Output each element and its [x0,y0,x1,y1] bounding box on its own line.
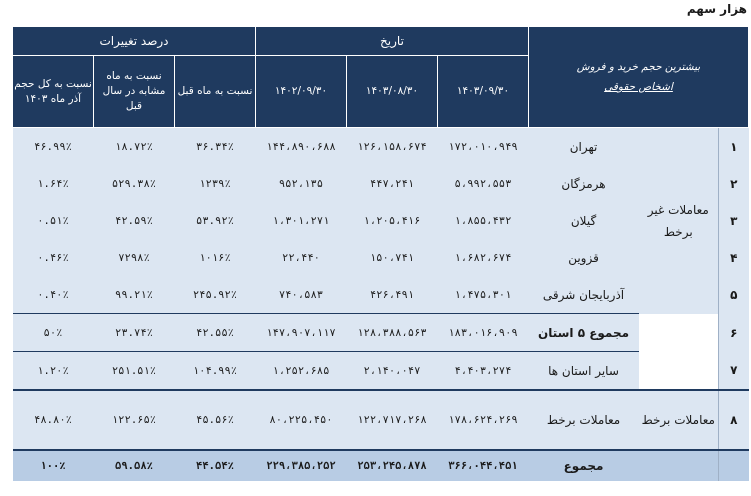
region-name: معاملات برخط [529,390,639,450]
row-index: ۵ [719,276,749,314]
change-cell: ۴۸.۸۰٪ [13,390,94,450]
change-cell: ۵۲۹.۳۸٪ [94,165,175,202]
value-cell: ۷۴۰،۵۸۳ [256,276,347,314]
change-cell: ۲۳.۷۴٪ [94,314,175,352]
total-value-cell: ۳۶۶،۰۴۴،۴۵۱ [438,450,529,481]
value-cell: ۴۲۶،۴۹۱ [347,276,438,314]
row-index: ۲ [719,165,749,202]
total-value-cell: ۲۵۳،۲۴۵،۸۷۸ [347,450,438,481]
row-index: ۴ [719,239,749,276]
value-cell: ۱۴۴،۸۹۰،۶۸۸ [256,128,347,166]
change-cell: ۱.۲۰٪ [13,352,94,391]
value-cell: ۱۲۲،۷۱۷،۲۶۸ [347,390,438,450]
date-header-1: ۱۴۰۳/۰۹/۳۰ [438,56,529,128]
date-group-header: تاریخ [256,27,529,56]
value-cell: ۴،۴۰۳،۲۷۴ [438,352,529,391]
date-header-3: ۱۴۰۲/۰۹/۳۰ [256,56,347,128]
change-cell: ۳۶.۳۴٪ [175,128,256,166]
region-name: سایر استان ها [529,352,639,391]
change-cell: ۵۰٪ [13,314,94,352]
value-cell: ۹۵۲،۱۳۵ [256,165,347,202]
change-cell: ۰.۴۶٪ [13,239,94,276]
table-row [13,202,749,239]
total-value-cell: ۲۲۹،۳۸۵،۲۵۲ [256,450,347,481]
value-cell: ۱،۲۰۵،۴۱۶ [347,202,438,239]
value-cell: ۱۲۶،۱۵۸،۶۷۴ [347,128,438,166]
region-name: هرمزگان [529,165,639,202]
total-change-cell: ۵۹.۵۸٪ [94,450,175,481]
change-cell: ۴۲.۵۹٪ [94,202,175,239]
row-index: ۱ [719,128,749,166]
change-cell: ۴۵.۵۶٪ [175,390,256,450]
value-cell: ۱۴۷،۹۰۷،۱۱۷ [256,314,347,352]
change-cell: ۲۴۵.۹۲٪ [175,276,256,314]
change-cell: ۰.۴۰٪ [13,276,94,314]
value-cell: ۱۷۲،۰۱۰،۹۴۹ [438,128,529,166]
table-title: بیشترین حجم خرید و فروش [576,61,701,73]
total-index-cell [719,450,749,481]
change-cell: ۱۰۱۶٪ [175,239,256,276]
change-header-year: نسبت به ماه مشابه در سال قبل [94,56,175,128]
row-index: ۷ [719,352,749,391]
value-cell: ۱۸۳،۰۱۶،۹۰۹ [438,314,529,352]
change-cell: ۲۵۱.۵۱٪ [94,352,175,391]
row-index: ۳ [719,202,749,239]
table-row [13,390,749,450]
table-subtitle: اشخاص حقوقی [604,81,673,93]
table-row-subtotal [13,314,749,352]
change-cell: ۱۲۲.۶۵٪ [94,390,175,450]
row-index: ۸ [719,390,749,450]
change-cell: ۵۳.۹۲٪ [175,202,256,239]
change-cell: ۱۲۳۹٪ [175,165,256,202]
empty-group-cell [639,352,719,391]
change-cell: ۱.۶۴٪ [13,165,94,202]
change-header-share: نسبت به کل حجم آذر ماه ۱۴۰۳ [13,56,94,128]
region-name: تهران [529,128,639,166]
value-cell: ۱،۲۵۲،۶۸۵ [256,352,347,391]
value-cell: ۱،۸۵۵،۴۳۲ [438,202,529,239]
value-cell: ۱۷۸،۶۲۴،۲۶۹ [438,390,529,450]
change-group-header: درصد تغییرات [13,27,256,56]
value-cell: ۱،۶۸۲،۶۷۴ [438,239,529,276]
change-header-month: نسبت به ماه قبل [175,56,256,128]
table-row [13,352,749,391]
value-cell: ۱۵۰،۷۴۱ [347,239,438,276]
table-row [13,276,749,314]
group-non-online: معاملات غیر برخط [639,128,719,314]
table-row [13,165,749,202]
region-name: مجموع ۵ استان [529,314,639,352]
value-cell: ۵،۹۹۲،۵۵۳ [438,165,529,202]
total-group-cell [639,450,719,481]
total-label: مجموع [529,450,639,481]
region-name: آذربایجان شرقی [529,276,639,314]
group-online: معاملات برخط [639,390,719,450]
change-cell: ۴۲.۵۵٪ [175,314,256,352]
change-cell: ۴۶.۹۹٪ [13,128,94,166]
region-name: قزوین [529,239,639,276]
change-cell: ۰.۵۱٪ [13,202,94,239]
total-change-cell: ۴۴.۵۴٪ [175,450,256,481]
region-name: گیلان [529,202,639,239]
table-row [13,128,749,166]
change-cell: ۱۸.۷۲٪ [94,128,175,166]
value-cell: ۲۲،۴۴۰ [256,239,347,276]
row-index: ۶ [719,314,749,352]
table-row-total [13,450,749,481]
value-cell: ۱،۳۰۱،۲۷۱ [256,202,347,239]
value-cell: ۱،۴۷۵،۳۰۱ [438,276,529,314]
change-cell: ۱۰۴.۹۹٪ [175,352,256,391]
value-cell: ۲،۱۴۰،۰۴۷ [347,352,438,391]
change-cell: ۷۲۹۸٪ [94,239,175,276]
value-cell: ۸۰،۲۲۵،۴۵۰ [256,390,347,450]
unit-label: هزار سهم [686,2,747,16]
change-cell: ۹۹.۲۱٪ [94,276,175,314]
volume-table [12,26,749,481]
table-row [13,239,749,276]
empty-group-cell [639,314,719,352]
date-header-2: ۱۴۰۳/۰۸/۳۰ [347,56,438,128]
total-change-cell: ۱۰۰٪ [13,450,94,481]
value-cell: ۱۲۸،۳۸۸،۵۶۳ [347,314,438,352]
value-cell: ۴۴۷،۲۴۱ [347,165,438,202]
table-title-cell [529,27,749,128]
